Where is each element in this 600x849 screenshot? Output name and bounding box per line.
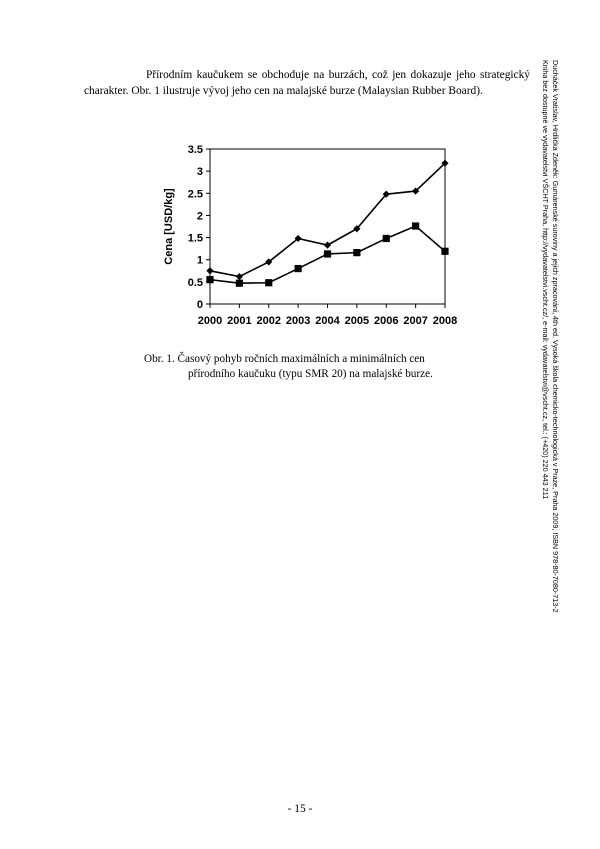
citation-line-2: Kniha bez dostupné ve vydavatelství VŠCHT Praha, http://vydavatelstvi.vscht.cz/, e-mail: vydavatelstvi@vscht.cz, tel.: (+420) 220 443 211	[541, 60, 550, 500]
diamond-marker	[324, 242, 331, 249]
citation-line-1: Ducháček Vratislav, Hrdlička Zdeněk: Gumárenské suroviny a jejich zpracování, 4th ed. Vysoká škola chemicko-technologická v Praze, Praha 2009, ISBN 978-80-7080-713-2	[551, 60, 560, 613]
y-tick-label: 3.5	[187, 144, 203, 156]
x-tick-label: 2002	[256, 315, 281, 327]
y-axis-label: Cena [USD/kg]	[163, 188, 175, 265]
plot-frame	[210, 149, 445, 304]
citation-sidebar	[528, 60, 560, 740]
x-tick-label: 2008	[432, 315, 458, 327]
square-marker	[206, 276, 213, 283]
square-marker	[295, 265, 302, 272]
square-marker	[324, 250, 331, 257]
x-tick-label: 2004	[315, 315, 340, 327]
y-tick-label: 1	[196, 254, 203, 267]
y-tick-label: 1.5	[187, 232, 203, 245]
x-tick-label: 2006	[374, 315, 399, 327]
x-tick-label: 2003	[285, 315, 311, 327]
y-tick-label: 0.5	[187, 276, 203, 289]
x-tick-label: 2005	[344, 315, 370, 327]
y-tick-label: 3	[196, 166, 203, 179]
square-marker	[353, 249, 360, 256]
square-marker	[412, 222, 419, 229]
intro-paragraph: Přírodním kaučukem se obchoduje na burzách, což jen dokazuje jeho strategický charakter. Obr. 1 ilustruje vývoj jeho cen na malajské burze (Malaysian Rubber Board).	[84, 69, 530, 97]
diamond-marker	[206, 267, 213, 274]
caption-line-2: přírodního kaučuku (typu SMR 20) na malajské burze.	[188, 368, 433, 380]
x-tick-label: 2000	[197, 315, 223, 327]
square-marker	[236, 280, 243, 287]
x-tick-label: 2001	[227, 315, 252, 327]
diamond-marker	[236, 273, 243, 280]
figure-caption	[144, 352, 524, 382]
y-tick-label: 0	[196, 299, 203, 311]
square-marker	[383, 235, 390, 242]
y-tick-label: 2.5	[187, 188, 203, 201]
y-tick-label: 2	[196, 210, 203, 223]
caption-line-1: Obr. 1. Časový pohyb ročních maximálních a minimálních cen	[144, 353, 425, 365]
x-tick-label: 2007	[403, 315, 428, 327]
page-number: - 15 -	[287, 803, 313, 815]
series-line-diamond	[210, 163, 445, 276]
square-marker	[441, 248, 448, 255]
square-marker	[265, 279, 272, 286]
